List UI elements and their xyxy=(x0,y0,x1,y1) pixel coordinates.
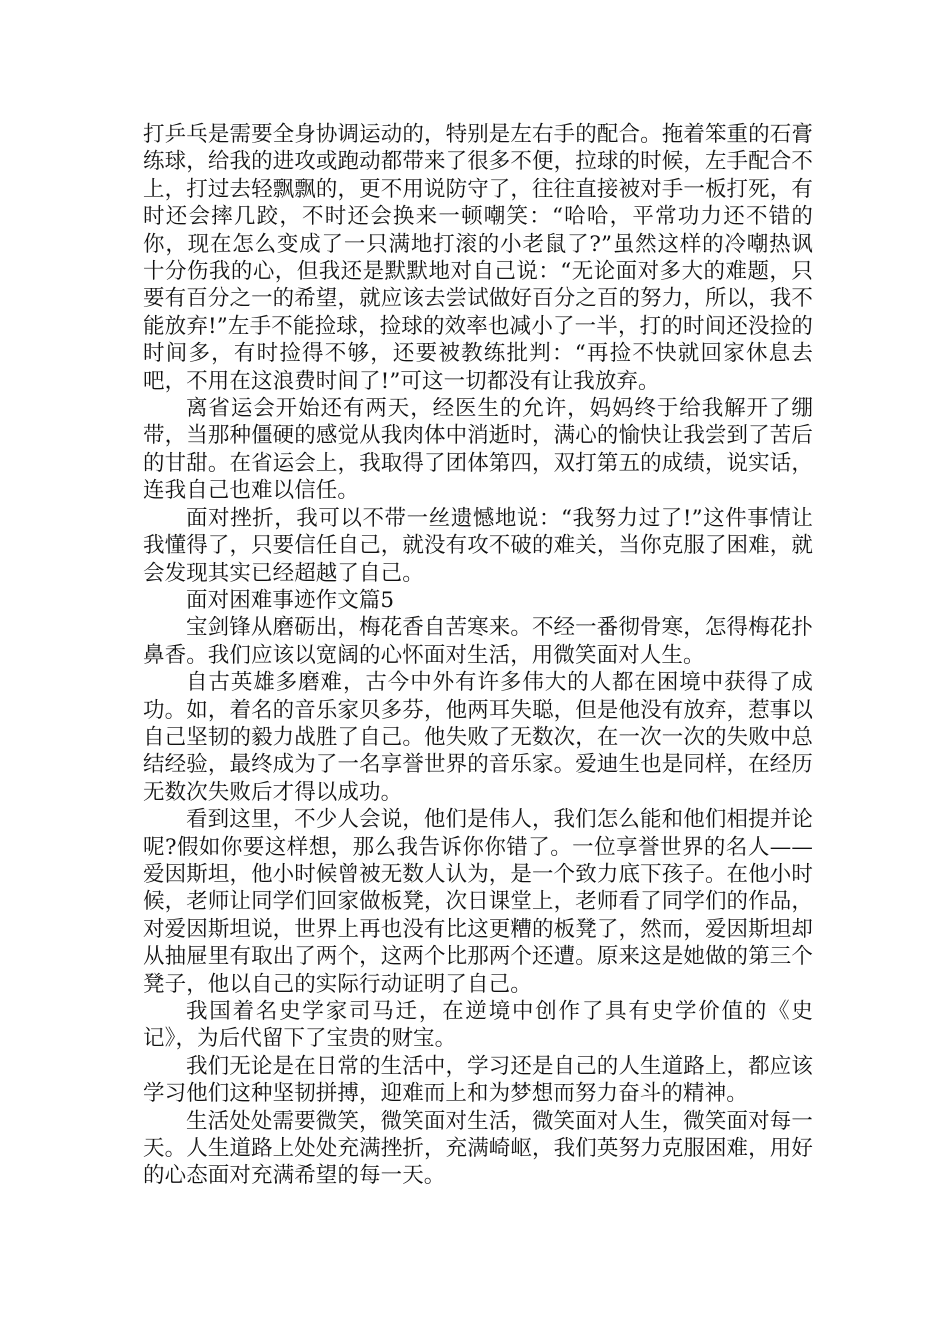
paragraph-sword-plum: 宝剑锋从磨砺出，梅花香自苦寒来。不经一番彻骨寒，怎得梅花扑鼻香。我们应该以宽阔的心怀面对生活，用微笑面对人生。 xyxy=(143,615,813,668)
paragraph-pingpong-training: 打乒乓是需要全身协调运动的，特别是左右手的配合。拖着笨重的石膏练球，给我的进攻或跑动都带来了很多不便，拉球的时候，左手配合不上，打过去轻飘飘的，更不用说防守了，往往直接被对手一板打死，有时还会摔几跤，不时还会换来一顿嘲笑：“哈哈，平常功力还不错的你，现在怎么变成了一只满地打滚的小老鼠了?”虽然这样的冷嘲热讽十分伤我的心，但我还是默默地对自己说：“无论面对多大的难题，只要有百分之一的希望，就应该去尝试做好百分之百的努力，所以，我不能放弃!”左手不能捡球，捡球的效率也减小了一半，打的时间还没捡的时间多，有时捡得不够，还要被教练批判：“再捡不快就回家休息去吧，不用在这浪费时间了!”可这一切都没有让我放弃。 xyxy=(143,122,813,394)
paragraph-facing-setbacks: 面对挫折，我可以不带一丝遗憾地说：“我努力过了!”这件事情让我懂得了，只要信任自己，就没有攻不破的难关，当你克服了困难，就会发现其实已经超越了自己。 xyxy=(143,505,813,586)
paragraph-sima-qian: 我国着名史学家司马迁，在逆境中创作了具有史学价值的《史记》，为后代留下了宝贵的财宝。 xyxy=(143,999,813,1052)
paragraph-einstein: 看到这里，不少人会说，他们是伟人，我们怎么能和他们相提并论呢?假如你要这样想，那么我告诉你你错了。一位享誉世界的名人——爱因斯坦，他小时候曾被无数人认为，是一个致力底下孩子。在他小时候，老师让同学们回家做板凳，次日课堂上，老师看了同学们的作品，对爱因斯坦说，世界上再也没有比这更糟的板凳了，然而，爱因斯坦却从抽屉里有取出了两个，这两个比那两个还遭。原来这是她做的第三个凳子，他以自己的实际行动证明了自己。 xyxy=(143,807,813,997)
paragraph-heroes-hardship: 自古英雄多磨难，古今中外有许多伟大的人都在困境中获得了成功。如，着名的音乐家贝多芬，他两耳失聪，但是他没有放弃，惹事以自己坚韧的毅力战胜了自己。他失败了无数次，在一次一次的失败中总结经验，最终成为了一名享誉世界的音乐家。爱迪生也是同样，在经历无数次失败后才得以成功。 xyxy=(143,670,813,805)
paragraph-learn-spirit: 我们无论是在日常的生活中，学习还是自己的人生道路上，都应该学习他们这种坚韧拼搏，迎难而上和为梦想而努力奋斗的精神。 xyxy=(143,1053,813,1107)
document-body xyxy=(143,121,813,1190)
paragraph-provincial-games: 离省运会开始还有两天，经医生的允许，妈妈终于给我解开了绷带，当那种僵硬的感觉从我肉体中消逝时，满心的愉快让我尝到了苦后的甘甜。在省运会上，我取得了团体第四，双打第五的成绩，说实话，连我自己也难以信任。 xyxy=(143,396,813,504)
section-heading-essay-5: 面对困难事迹作文篇5 xyxy=(186,587,395,613)
paragraph-smile-life: 生活处处需要微笑，微笑面对生活，微笑面对人生，微笑面对每一天。人生道路上处处充满挫折，充满崎岖，我们英努力克服困难，用好的心态面对充满希望的每一天。 xyxy=(143,1108,813,1189)
